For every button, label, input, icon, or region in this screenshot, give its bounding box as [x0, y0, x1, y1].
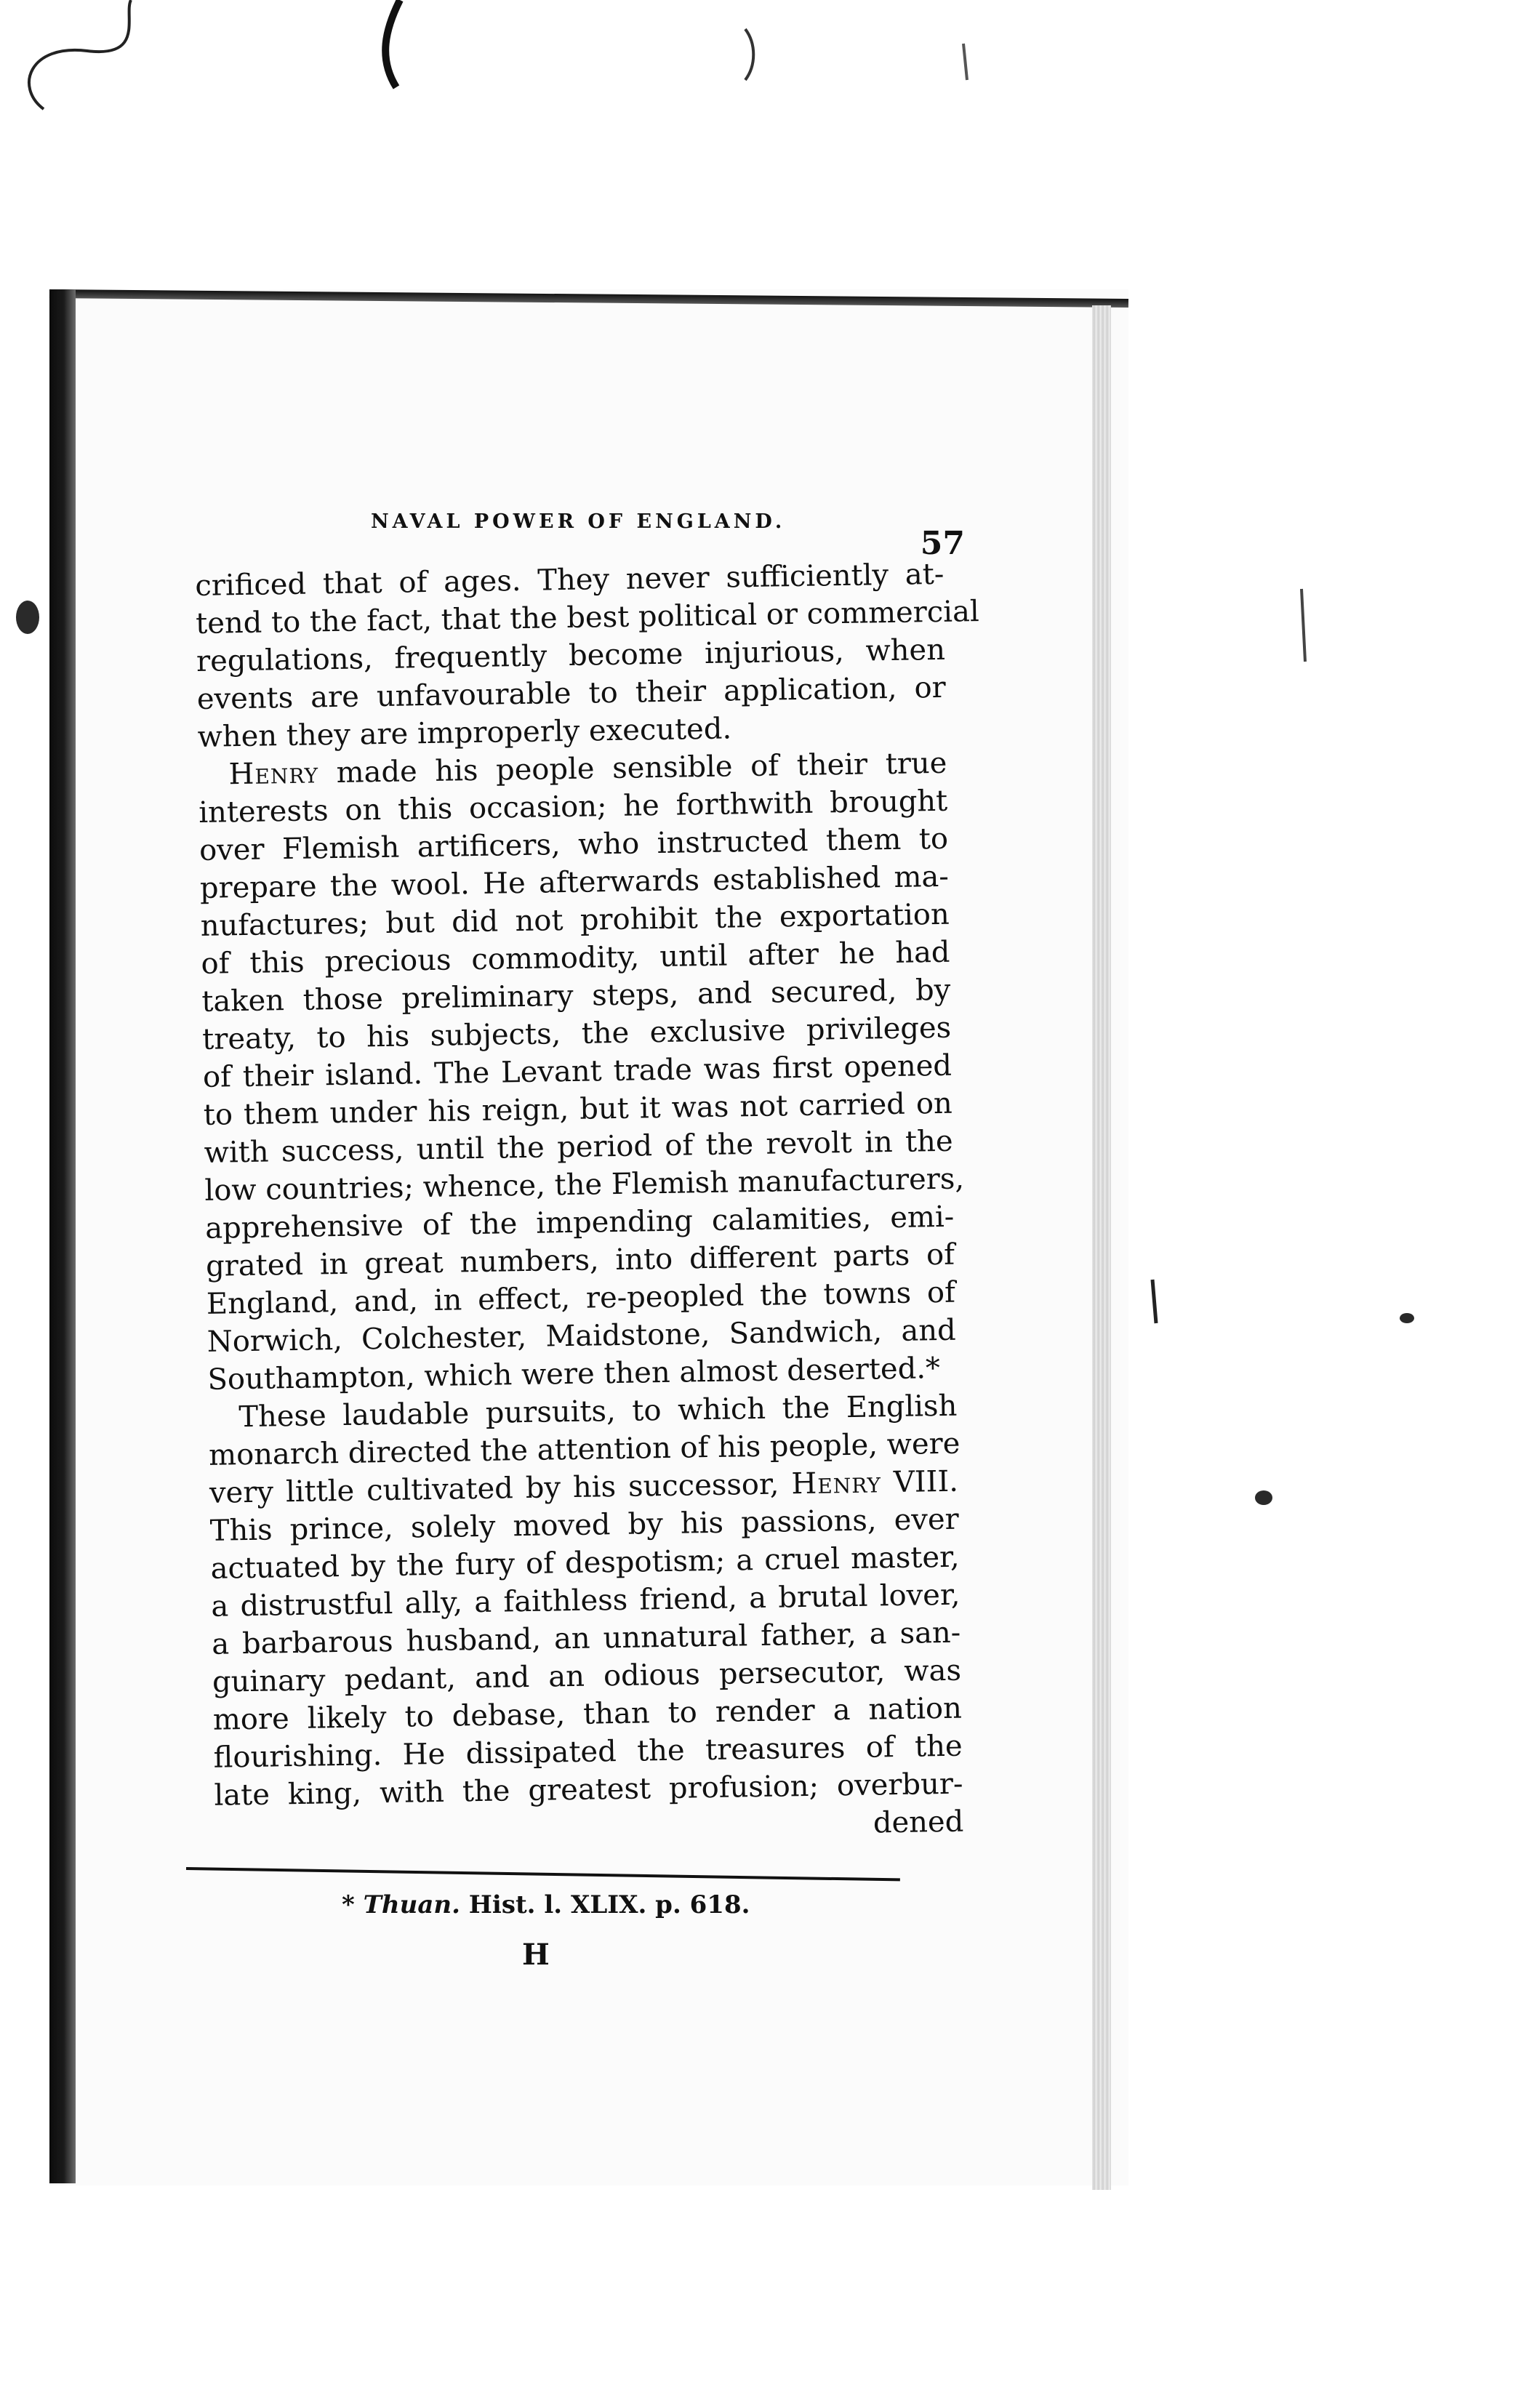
text-line: Norwich, Colchester, Maidstone, Sandwich, and: [206, 1313, 956, 1359]
footnote-citation: Hist. l. XLIX. p. 618.: [460, 1890, 750, 1919]
text-line: guinary pedant, and an odious persecutor, was: [212, 1653, 962, 1699]
text-line: tend to the fact, that the best political or commercial: [195, 595, 980, 641]
text-line: grated in great numbers, into different parts of: [205, 1237, 955, 1283]
text-line: regulations, frequently become injurious, when: [196, 633, 946, 678]
text-line: This prince, solely moved by his passions, ever: [209, 1502, 960, 1548]
text-line: flourishing. He dissipated the treasures of the: [213, 1729, 963, 1775]
page-spine-edge: [49, 289, 76, 2183]
text-line: of their island. The Levant trade was first opened: [202, 1048, 952, 1094]
text-line: more likely to debase, than to render a nation: [212, 1691, 963, 1737]
footnote-author: Thuan.: [363, 1890, 460, 1919]
page-fore-edge: [1092, 305, 1111, 2190]
text-line: England, and, in effect, re-peopled the towns of: [206, 1275, 956, 1321]
page-number: 57: [920, 525, 965, 562]
text-line: monarch directed the attention of his people, were: [208, 1426, 960, 1472]
text-line: with success, until the period of the revolt in the: [204, 1124, 953, 1170]
text-fragment: very little cultivated by his successor,: [209, 1467, 792, 1510]
text-line: of this precious commodity, until after he had: [201, 935, 950, 981]
text-line: late king, with the greatest profusion; overbur-: [214, 1767, 963, 1813]
ink-blot: [1255, 1490, 1272, 1505]
text-line: a barbarous husband, an unnatural father, a san-: [211, 1616, 961, 1661]
footnote: [342, 1890, 851, 1919]
text-line: events are unfavourable to their application, or: [196, 670, 947, 716]
catchword: dened: [873, 1805, 964, 1840]
text-line: over Flemish artificers, who instructed them to: [198, 822, 949, 867]
text-line: taken those preliminary steps, and secured, by: [201, 973, 951, 1019]
small-caps-name: Henry: [228, 756, 319, 792]
text-line: prepare the wool. He afterwards established ma-: [199, 859, 950, 905]
footnote-marker: *: [342, 1890, 355, 1919]
text-line: These laudable pursuits, to which the English: [238, 1389, 958, 1434]
ink-blot: [1400, 1313, 1414, 1323]
text-line: nufactures; but did not prohibit the exportation: [200, 897, 950, 943]
text-line: apprehensive of the impending calamities, emi-: [204, 1200, 955, 1245]
signature-mark: H: [522, 1938, 550, 1972]
text-line: a distrustful ally, a faithless friend, a brutal lover,: [211, 1578, 960, 1624]
body-text: [195, 555, 980, 1853]
text-line: when they are improperly executed.: [197, 712, 732, 754]
text-line: interests on this occasion; he forthwith brought: [198, 784, 948, 830]
text-line: treaty, to his subjects, the exclusive privileges: [201, 1011, 952, 1056]
text-line: crificed that of ages. They never sufficiently at-: [195, 557, 945, 603]
small-caps-name: Henry: [791, 1466, 882, 1501]
text-line: Southampton, which were then almost deserted.*: [207, 1352, 941, 1397]
running-header: NAVAL POWER OF ENGLAND.: [371, 510, 786, 533]
text-fragment: VIII.: [881, 1464, 959, 1500]
ink-blot: [16, 601, 39, 634]
text-line: low countries; whence, the Flemish manufacturers,: [204, 1162, 965, 1208]
text-fragment: made his people sensible of their true: [318, 746, 947, 790]
text-line: to them under his reign, but it was not carried on: [203, 1086, 953, 1132]
text-line: actuated by the fury of despotism; a cruel master,: [210, 1540, 960, 1586]
